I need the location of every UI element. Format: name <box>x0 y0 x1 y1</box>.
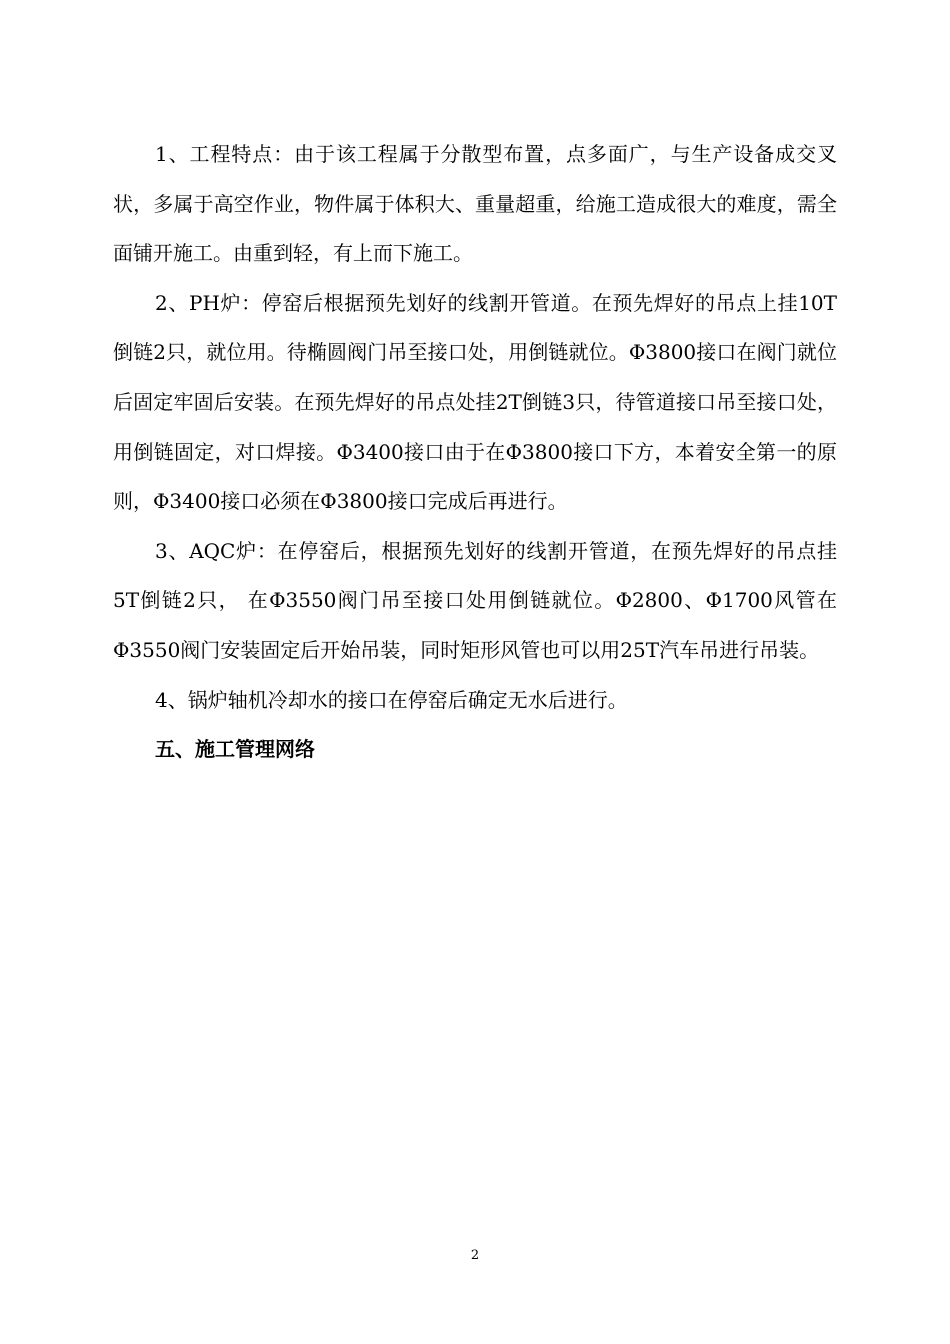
paragraph-aqc-boiler: 3、AQC炉：在停窑后，根据预先划好的线割开管道，在预先焊好的吊点挂5T倒链2只， 在Φ3550阀门吊至接口处用倒链就位。Φ2800、Φ1700风管在Φ3550阀门安装固定后开始吊装，同时矩形风管也可以用25T汽车吊进行吊装。 <box>113 538 837 662</box>
page-number: 2 <box>470 1248 480 1263</box>
paragraph-cooling-water: 4、锅炉轴机冷却水的接口在停窑后确定无水后进行。 <box>155 687 628 712</box>
paragraph-ph-boiler: 2、PH炉：停窑后根据预先划好的线割开管道。在预先焊好的吊点上挂10T倒链2只，就位用。待椭圆阀门吊至接口处，用倒链就位。Φ3800接口在阀门就位后固定牢固后安装。在预先焊好的吊点处挂2T倒链3只，待管道接口吊至接口处，用倒链固定，对口焊接。Φ3400接口由于在Φ3800接口下方，本着安全第一的原则，Φ3400接口必须在Φ3800接口完成后再进行。 <box>113 290 837 514</box>
paragraph-project-features: 1、工程特点：由于该工程属于分散型布置，点多面广，与生产设备成交叉状，多属于高空作业，物件属于体积大、重量超重，给施工造成很大的难度，需全面铺开施工。由重到轻，有上而下施工。 <box>113 142 837 266</box>
section-heading: 五、施工管理网络 <box>155 737 315 762</box>
document-body <box>113 130 837 775</box>
